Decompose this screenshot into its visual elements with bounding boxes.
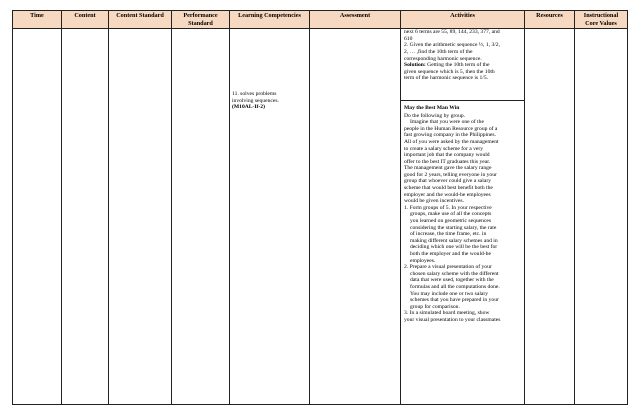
activity-line: Imagine that you were one of the: [410, 119, 484, 126]
activity-line: considering the starting salary, the rate: [410, 224, 497, 231]
activity-line: Do the following by group.: [404, 112, 466, 119]
header-performance-standard: Performance Standard: [172, 11, 230, 29]
curriculum-table: [12, 10, 628, 405]
activity-line: would be given incentives.: [404, 198, 464, 205]
activity-line: given sequence which is 5, then the 10th: [404, 68, 495, 75]
header-learning-competencies: Learning Competencies: [230, 11, 310, 29]
activity-line: making different salary schemes and in: [410, 237, 498, 244]
header-assessment: Assessment: [310, 11, 401, 29]
activity-line: 2. Given the arithmetic sequence ½, 1, 3/2,: [404, 42, 500, 49]
activity-line: good for 2 years, telling everyone in your: [404, 171, 497, 178]
activity-line: employer and the would-be employees: [404, 191, 491, 198]
activity-line: to create a salary scheme for a very: [404, 145, 484, 152]
cell-instructional-core-values: [575, 29, 628, 405]
header-activities: Activities: [401, 11, 525, 29]
activity-line: All of you were asked by the management: [404, 138, 499, 145]
activity-line: offer to the best IT graduates this year.: [404, 158, 491, 165]
cell-performance-standard: [172, 29, 230, 405]
activity-line: 610: [404, 35, 413, 42]
competency-line: involving sequences.: [232, 97, 279, 104]
cell-activities: [401, 29, 525, 405]
activity-line: fast growing company in the Philippines.: [404, 132, 496, 139]
solution-line: [404, 62, 521, 69]
activity-line: of increase, the time frame, etc. in: [410, 231, 487, 238]
cell-time: [13, 29, 62, 405]
activity-line: corresponding harmonic sequence.: [404, 55, 482, 62]
activity-line: both the employer and the would-be: [410, 251, 491, 257]
activity-line: group that whoever could give a salary: [404, 178, 491, 185]
header-content-standard: Content Standard: [109, 11, 172, 29]
activity-line: The management gave the salary range: [404, 165, 492, 172]
activity-line: deciding which one will be the best for: [410, 244, 498, 251]
activity-line: next 6 terms are 55, 89, 144, 233, 377, and: [404, 29, 500, 36]
activity-line: 2, … ,find the 10th term of the: [404, 48, 473, 55]
competency-code: (M10AL-If-2): [232, 104, 265, 111]
activity-line: employees.: [410, 257, 436, 264]
activity-line: schemes that you have prepared in your: [410, 297, 499, 304]
activity-line: people in the Human Resource group of a: [404, 125, 498, 132]
solution-text: Getting the 10th term of the: [427, 62, 490, 69]
cell-resources: [525, 29, 575, 405]
activity-line: 1. Form groups of 5. In your respective: [404, 204, 492, 211]
header-time: Time: [13, 11, 62, 29]
activity-line: group for comparison.: [410, 303, 460, 310]
header-instructional-core-values: Instructional Core Values: [575, 11, 628, 29]
cell-learning-competencies: [230, 29, 310, 405]
solution-label: Solution:: [404, 62, 426, 69]
row-divider: [401, 100, 524, 101]
activity-line: You may include one or two salary: [410, 290, 489, 297]
activity-line: 3. In a simulated board meeting, show: [404, 310, 490, 317]
cell-content-standard: [109, 29, 172, 405]
activity-line: scheme that would best benefit both the: [404, 185, 493, 192]
activity-line: 2. Prepare a visual presentation of your: [404, 264, 492, 271]
activity-line: term of the harmonic sequence is 1/5.: [404, 75, 489, 82]
activity-line: chosen salary scheme with the different: [410, 270, 499, 277]
activity-line: important job that the company would: [404, 152, 490, 159]
activity-line: you learned on geometric sequences: [410, 218, 492, 225]
activity-line: formulas and all the computations done.: [410, 283, 500, 290]
cell-assessment: [310, 29, 401, 405]
activity-line: your visual presentation to your classmates: [404, 316, 501, 323]
activity-line: data that were used, together with the: [410, 277, 494, 284]
cell-content: [62, 29, 109, 405]
header-resources: Resources: [525, 11, 575, 29]
activity-line: groups, make use of all the concepts: [410, 211, 492, 218]
competency-line: 11. solves problems: [232, 91, 277, 98]
competency-block: [232, 91, 307, 111]
game-title: May the Best Man Win: [404, 104, 460, 111]
header-content: Content: [62, 11, 109, 29]
